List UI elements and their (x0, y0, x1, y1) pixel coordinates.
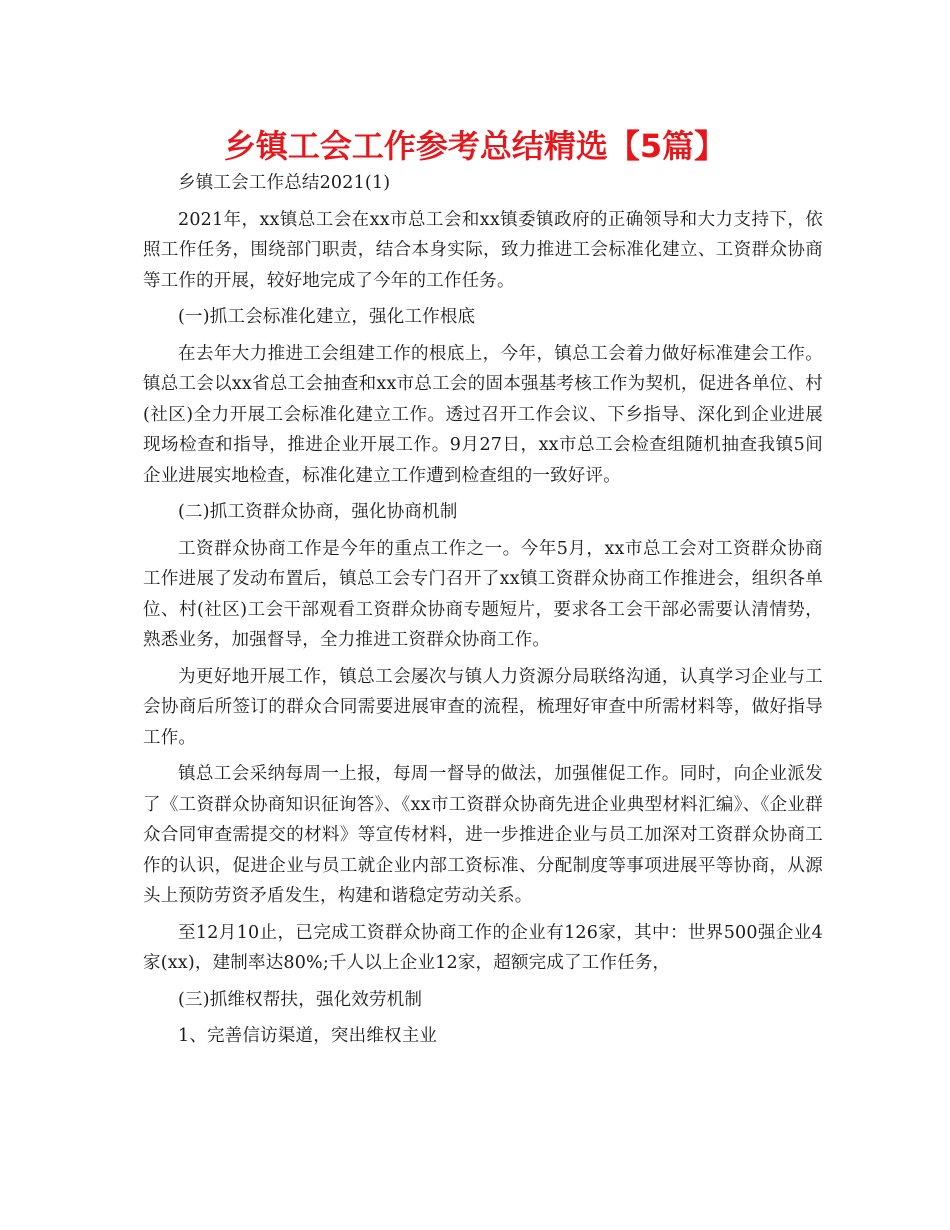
section-heading: (一)抓工会标准化建立，强化工作根底 (178, 307, 476, 327)
paragraph: 工资群众协商工作是今年的重点工作之一。今年5月，xx市总工会对工资群众协商工作进展了发动布置后，镇总工会专门召开了xx镇工资群众协商工作推进会，组织各单位、村(社区)工会干部观看工资群众协商专题短片，要求各工会干部必需要认清情势，熟悉业务，加强督导，全力推进工资群众协商工作。 (143, 538, 823, 650)
paragraph: 在去年大力推进工会组建工作的根底上，今年，镇总工会着力做好标准建会工作。镇总工会以xx省总工会抽查和xx市总工会的固本强基考核工作为契机，促进各单位、村(社区)全力开展工会标准化建立工作。透过召开工作会议、下乡指导、深化到企业进展现场检查和指导，推进企业开展工作。9月27日，xx市总工会检查组随机抽查我镇5间企业进展实地检查，标准化建立工作遭到检查组的一致好评。 (143, 343, 823, 486)
section-heading: (三)抓维权帮扶，强化效劳机制 (178, 989, 423, 1010)
subsection-heading: 1、完善信访渠道，突出维权主业 (178, 1026, 438, 1046)
section-heading: (二)抓工资群众协商，强化协商机制 (178, 502, 458, 522)
paragraph: 至12月10止，已完成工资群众协商工作的企业有126家，其中：世界500强企业4家(xx)，建制率达80%;千人以上企业12家，超额完成了工作任务， (143, 922, 823, 973)
paragraph: 镇总工会采纳每周一上报，每周一督导的做法，加强催促工作。同时，向企业派发了《工资群众协商知识征询答》、《xx市工资群众协商先进企业典型材料汇编》、《企业群众合同审查需提交的材料》等宣传材料，进一步推进企业与员工加深对工资群众协商工作的认识，促进企业与员工就企业内部工资标准、分配制度等事项进展平等协商，从源头上预防劳资矛盾发生，构建和谐稳定劳动关系。 (143, 764, 823, 906)
document-title: 乡镇工会工作参考总结精选【5篇】 (223, 127, 727, 165)
document-body (143, 168, 823, 1058)
section-heading: 乡镇工会工作总结2021(1) (178, 173, 391, 193)
paragraph: 2021年，xx镇总工会在xx市总工会和xx镇委镇政府的正确领导和大力支持下，依照工作任务，围绕部门职责，结合本身实际，致力推进工会标准化建立、工资群众协商等工作的开展，较好地完成了今年的工作任务。 (143, 209, 823, 291)
paragraph: 为更好地开展工作，镇总工会屡次与镇人力资源分局联络沟通，认真学习企业与工会协商后所签订的群众合同需要进展审查的流程，梳理好审查中所需材料等，做好指导工作。 (143, 666, 823, 748)
